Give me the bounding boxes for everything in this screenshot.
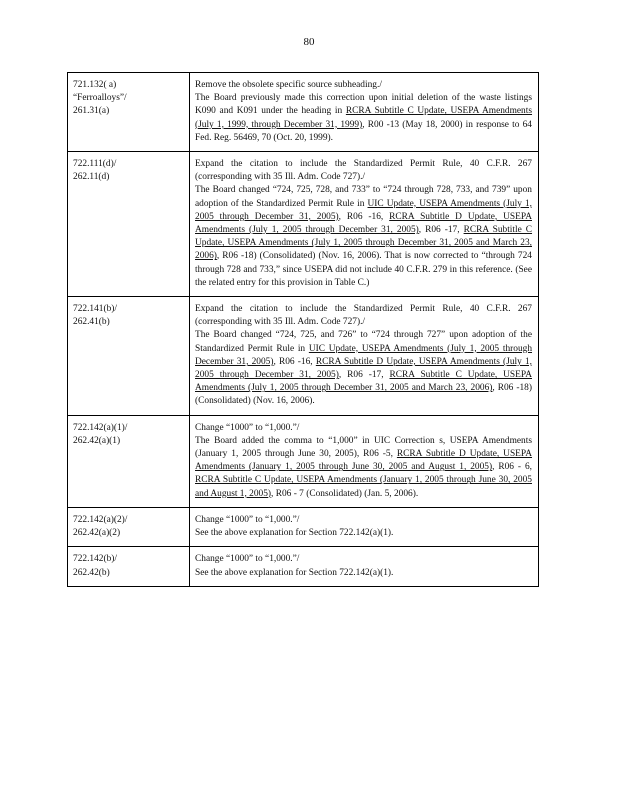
citation-title: RCRA Subtitle C Update, USEPA Amendments (July 1, 1999, through December 31, 1999) (195, 106, 533, 130)
table-row (68, 415, 539, 507)
description-cell (190, 415, 539, 507)
section-line: “Ferroalloys”/ (73, 93, 127, 104)
citation-title: UIC Update, USEPA Amendments (July 1, 2005 through December 31, 2005) (195, 198, 532, 222)
section-line: 262.11(d) (73, 172, 110, 183)
explanation-text: , R06 - 7 (Consolidated) (Jan. 5, 2006). (271, 488, 419, 499)
citation-title: RCRA Subtitle C Update, USEPA Amendments (January 1, 2005 through June 30, 2005 and August 1, 2005) (195, 475, 532, 499)
table-row (68, 547, 539, 586)
section-line: 722.142(a)(1)/ (73, 422, 128, 433)
table-row (68, 73, 539, 152)
section-line: 262.42(b) (73, 567, 110, 578)
explanation-text: The Board added the comma to “1,000” in UIC Correction s, USEPA Amendments (January 1, 2005 through June 30, 2005), R06 -5, (195, 435, 532, 460)
explanation-text: , R06 -17, (418, 225, 464, 236)
change-instruction: Expand the citation to include the Standardized Permit Rule, 40 C.F.R. 267 (corresponding with 35 Ill. Adm. Code 727)./ (195, 304, 532, 328)
citation-title: UIC Update, USEPA Amendments (July 1, 2005 through December 31, 2005) (195, 343, 533, 367)
change-instruction: Change “1000” to “1,000.”/ (195, 554, 300, 565)
explanation-text: , R06 -18) (Consolidated) (Nov. 16, 2006). (195, 383, 532, 407)
section-line: 262.41(b) (73, 317, 110, 328)
section-line: 721.132( a) (73, 80, 117, 90)
explanation-text: , R06 -16, (273, 356, 316, 367)
description-cell (190, 507, 539, 546)
change-instruction: Change “1000” to “1,000.”/ (195, 422, 300, 433)
section-line: 262.42(a)(2) (73, 528, 121, 539)
citation-title: RCRA Subtitle C Update, USEPA Amendments (July 1, 2005 through December 31, 2005 and March 23, 2006) (195, 225, 533, 262)
section-cell (68, 415, 190, 507)
section-line: 722.111(d)/ (73, 159, 117, 170)
change-instruction: Expand the citation to include the Standardized Permit Rule, 40 C.F.R. 267 (corresponding with 35 Ill. Adm. Code 727)./ (195, 159, 532, 183)
section-line: 722.142(b)/ (73, 554, 118, 565)
citation-title: RCRA Subtitle C Update, USEPA Amendments (July 1, 2005 through December 31, 2005 and March 23, 2006) (195, 370, 532, 394)
section-line: 262.42(a)(1) (73, 435, 121, 446)
description-cell (190, 152, 539, 297)
section-cell (68, 297, 190, 416)
explanation-text: , R06 -17, (338, 370, 390, 381)
description-cell (190, 73, 539, 152)
section-line: 722.142(a)(2)/ (73, 514, 128, 525)
change-instruction: Change “1000” to “1,000.”/ (195, 514, 300, 525)
amendments-table (67, 72, 539, 587)
table-row (68, 507, 539, 546)
citation-title: RCRA Subtitle D Update, USEPA Amendments (January 1, 2005 through June 30, 2005 and August 1, 2005) (195, 449, 533, 473)
change-instruction: Remove the obsolete specific source subheading./ (195, 80, 382, 90)
page-number: 80 (303, 36, 315, 48)
section-cell (68, 152, 190, 297)
table-row (68, 297, 539, 416)
section-cell (68, 547, 190, 586)
explanation-text: The Board changed “724, 725, 728, and 733” to “724 through 728, 733, and 739” upon adoption of the Standardized Permit Rule in (195, 185, 532, 209)
explanation-text: , R06 -18) (Consolidated) (Nov. 16, 2006). That is now corrected to “through 724 through 728 and 733,” since USEPA did not include 40 C.F.R. 279 in this reference. (See the related entry for this provision in Table C.) (195, 251, 532, 288)
explanation-text: See the above explanation for Section 722.142(a)(1). (195, 528, 394, 539)
section-cell (68, 73, 190, 152)
section-line: 722.141(b)/ (73, 304, 118, 315)
description-cell (190, 547, 539, 586)
table-row (68, 152, 539, 297)
description-cell (190, 297, 539, 416)
explanation-text: The Board changed “724, 725, and 726” to “724 through 727” upon adoption of the Standardized Permit Rule in (195, 330, 532, 354)
citation-title: RCRA Subtitle D Update, USEPA Amendments (July 1, 2005 through December 31, 2005) (195, 211, 532, 236)
explanation-text: The Board previously made this correction upon initial deletion of the waste listings K090 and K091 under the heading in (195, 93, 532, 117)
explanation-text: , R06 - 6, (492, 462, 533, 473)
citation-title: RCRA Subtitle D Update, USEPA Amendments (July 1, 2005 through December 31, 2005) (195, 356, 533, 381)
explanation-text: , R06 -16, (338, 211, 390, 222)
explanation-text: See the above explanation for Section 722.142(a)(1). (195, 567, 394, 578)
section-line: 261.31(a) (73, 106, 110, 117)
section-cell (68, 507, 190, 546)
explanation-text: , R00 -13 (May 18, 2000) in response to 64 Fed. Reg. 56469, 70 (Oct. 20, 1999). (195, 119, 532, 143)
